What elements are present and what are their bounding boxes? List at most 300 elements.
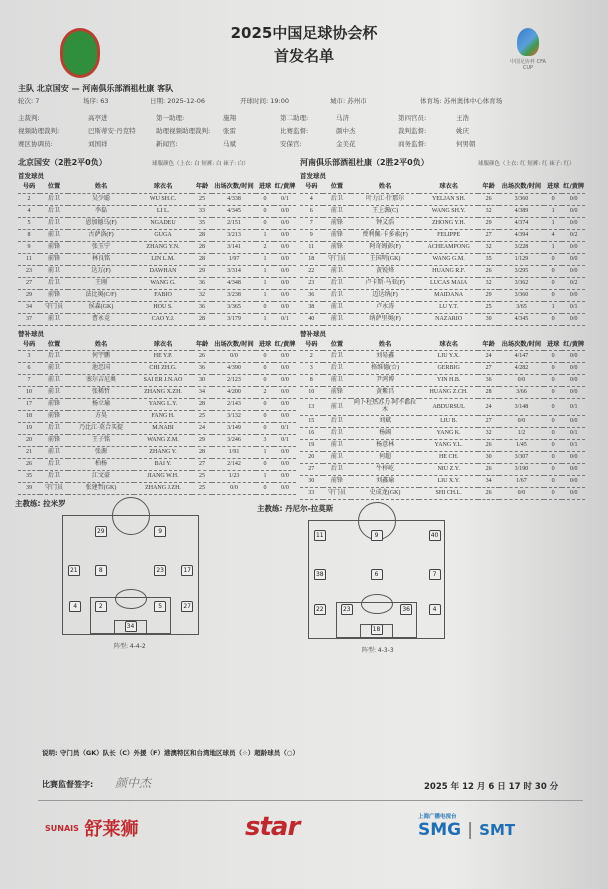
- cell-shirt-name: LI L.: [134, 205, 192, 217]
- cell-position: 前卫: [323, 452, 352, 464]
- cell-number: 36: [300, 289, 323, 301]
- cell-shirt-name: HOU S.: [134, 301, 192, 313]
- supervisor-signature-label: 比赛监督签字:: [42, 780, 94, 789]
- player-row: [18, 351, 296, 363]
- official-name: 马斌: [223, 140, 236, 148]
- cell-number: 26: [18, 459, 40, 471]
- player-row: [300, 399, 585, 416]
- cell-name: 恩加德乌(F): [68, 217, 134, 229]
- player-row: [18, 253, 296, 265]
- center-circle: [112, 497, 150, 535]
- cell-number: 8: [300, 375, 323, 387]
- cell-cards: 0/0: [274, 277, 296, 289]
- cell-number: 37: [18, 313, 40, 325]
- cell-goals: 0: [256, 399, 274, 411]
- cell-name: 钟义浩: [351, 217, 419, 229]
- cell-shirt-name: FANG H.: [134, 411, 192, 423]
- cell-goals: 0: [544, 464, 562, 476]
- cell-position: 前卫: [40, 387, 68, 399]
- cell-number: 2: [300, 351, 323, 363]
- cell-age: 26: [478, 488, 499, 500]
- jersey-icon: 8: [95, 565, 107, 576]
- cell-goals: 0: [256, 351, 274, 363]
- cell-position: 后卫: [323, 464, 352, 476]
- column-header-number: 号码: [18, 339, 40, 351]
- jersey-icon: 7: [429, 569, 441, 580]
- cell-shirt-name: JIANG W.H.: [134, 471, 192, 483]
- cell-goals: 0: [256, 193, 274, 205]
- player-row: [300, 205, 585, 217]
- cell-shirt-name: ZHANG Y.N.: [134, 241, 192, 253]
- cell-number: 5: [18, 217, 40, 229]
- cell-shirt-name: M.NABI: [134, 423, 192, 435]
- cell-number: 33: [300, 488, 323, 500]
- cell-name: 卢卡斯·马亚(F): [351, 277, 419, 289]
- cell-position: 后卫: [40, 423, 68, 435]
- jersey-icon: 40: [429, 530, 441, 541]
- cell-shirt-name: YANG K.: [419, 428, 478, 440]
- cell-goals: 1: [256, 277, 274, 289]
- cell-cards: 0/0: [562, 241, 585, 253]
- cell-age: 29: [478, 289, 499, 301]
- cell-appearances: 3/362: [499, 277, 544, 289]
- cell-name: 吴少聪: [68, 193, 134, 205]
- player-row: [18, 313, 296, 325]
- player-row: [300, 193, 585, 205]
- cell-position: 前卫: [323, 205, 352, 217]
- cell-shirt-name: CAO Y.J.: [134, 313, 192, 325]
- cell-number: 6: [18, 363, 40, 375]
- cell-appearances: 4/345: [499, 313, 544, 325]
- official-name: 高亭进: [88, 114, 108, 122]
- jersey-icon: 9: [154, 526, 166, 537]
- cell-goals: 0: [544, 476, 562, 488]
- jersey-icon: 22: [314, 604, 326, 615]
- cell-shirt-name: ZHONG Y.H.: [419, 217, 478, 229]
- cell-cards: 0/0: [562, 217, 585, 229]
- stadium: 体育场: 苏州奥体中心体育场: [420, 97, 503, 105]
- player-row: [300, 440, 585, 452]
- cell-position: 后卫: [323, 193, 352, 205]
- document-subtitle: 首发名单: [273, 47, 334, 65]
- kickoff-time: 开球时间: 19:00: [240, 97, 289, 105]
- player-row: [18, 483, 296, 495]
- cell-position: 前卫: [40, 363, 68, 375]
- cell-appearances: 0/0: [499, 416, 544, 428]
- cell-goals: 0: [544, 253, 562, 265]
- cell-position: 前卫: [40, 229, 68, 241]
- player-row: [300, 428, 585, 440]
- cell-shirt-name: HE CH.: [419, 452, 478, 464]
- cell-goals: 1: [256, 253, 274, 265]
- official-role: 第二助理:: [280, 114, 309, 122]
- cell-name: 杨阔: [351, 428, 419, 440]
- home-formation-pitch: [62, 515, 199, 635]
- match-date: 日期: 2025-12-06: [150, 97, 206, 105]
- cell-cards: 0/0: [274, 253, 296, 265]
- player-row: [300, 253, 585, 265]
- cell-name: 格维德(☆): [351, 363, 419, 375]
- cell-cards: 0/1: [562, 440, 585, 452]
- cell-age: 24: [478, 399, 499, 416]
- player-row: [300, 416, 585, 428]
- sunais-cn: 舒莱狮: [84, 819, 139, 840]
- cell-cards: 0/0: [274, 411, 296, 423]
- jersey-icon: 29: [95, 526, 107, 537]
- cell-position: 前卫: [40, 313, 68, 325]
- cell-name: 张源: [68, 447, 134, 459]
- cell-name: 黄锐烽: [351, 265, 419, 277]
- player-row: [18, 387, 296, 399]
- cell-cards: 0/1: [562, 301, 585, 313]
- cell-cards: 0/1: [274, 313, 296, 325]
- legend-note: 说明: 守门员（GK）队长（C）外援（F）港澳特区和台湾地区球员（☆）超龄球员（○）: [42, 749, 299, 757]
- cell-name: 杨意林: [351, 440, 419, 452]
- cell-appearances: 3/365: [212, 301, 256, 313]
- cell-goals: 0: [544, 440, 562, 452]
- cell-appearances: 1/45: [499, 440, 544, 452]
- column-header-age: 年龄: [478, 339, 499, 351]
- cell-appearances: 3/179: [212, 313, 256, 325]
- cell-goals: 1: [256, 289, 274, 301]
- cell-shirt-name: DAWHAN: [134, 265, 192, 277]
- column-header-position: 位置: [40, 339, 68, 351]
- cell-age: 25: [192, 471, 212, 483]
- cell-shirt-name: WU SH.C.: [134, 193, 192, 205]
- cell-name: 王刚: [68, 277, 134, 289]
- column-header-goals: 进球: [256, 339, 274, 351]
- column-header-appearances: 出场次数/时间: [499, 181, 544, 193]
- cell-age: 28: [192, 229, 212, 241]
- cell-number: 2: [18, 193, 40, 205]
- cell-position: 前锋: [323, 229, 352, 241]
- cell-appearances: 3/65: [499, 301, 544, 313]
- cell-position: 前锋: [40, 289, 68, 301]
- cell-shirt-name: LU Y.T.: [419, 301, 478, 313]
- cell-appearances: 3/314: [212, 265, 256, 277]
- cell-goals: 0: [256, 423, 274, 435]
- cell-shirt-name: SHI CH.L.: [419, 488, 478, 500]
- cell-age: 29: [192, 435, 212, 447]
- player-row: [18, 411, 296, 423]
- cell-number: 40: [300, 313, 323, 325]
- cell-name: 阿卜杜热苏力·阿不都拉木: [351, 399, 419, 416]
- cell-number: 17: [18, 399, 40, 411]
- cell-number: 22: [300, 265, 323, 277]
- jersey-icon: 27: [181, 601, 193, 612]
- column-header-name: 姓名: [68, 181, 134, 193]
- cell-age: 32: [192, 289, 212, 301]
- sunais-en: SUNAIS: [45, 823, 79, 833]
- cell-goals: 0: [256, 483, 274, 495]
- cell-cards: 0/0: [274, 241, 296, 253]
- cell-goals: 0: [256, 301, 274, 313]
- table-header: [18, 181, 296, 193]
- cell-shirt-name: GUGA: [134, 229, 192, 241]
- cell-goals: 1: [256, 313, 274, 325]
- cell-age: 30: [192, 375, 212, 387]
- jersey-icon: 4: [69, 601, 81, 612]
- table-header: [18, 339, 296, 351]
- player-row: [18, 289, 296, 301]
- cell-age: 32: [478, 241, 499, 253]
- cell-shirt-name: ZHANG J.ZH.: [134, 483, 192, 495]
- cell-goals: 0: [256, 217, 274, 229]
- cell-number: 4: [300, 193, 323, 205]
- smg-top-text: 上海广播电视台: [418, 814, 457, 820]
- cell-number: 30: [300, 476, 323, 488]
- cell-age: 26: [478, 464, 499, 476]
- cell-goals: 0: [256, 375, 274, 387]
- cell-shirt-name: GERBIG: [419, 363, 478, 375]
- cell-age: 29: [478, 217, 499, 229]
- cell-age: 26: [192, 351, 212, 363]
- jersey-icon: 38: [314, 569, 326, 580]
- cell-name: 王上源(C): [351, 205, 419, 217]
- cell-position: 前锋: [40, 411, 68, 423]
- cell-goals: 1: [256, 229, 274, 241]
- cell-name: 王子铭: [68, 435, 134, 447]
- cell-appearances: 3/246: [212, 435, 256, 447]
- player-row: [18, 205, 296, 217]
- cell-shirt-name: LUCAS MAIA: [419, 277, 478, 289]
- official-role: 助理视频助理裁判:: [156, 127, 211, 135]
- cell-position: 前锋: [40, 435, 68, 447]
- cell-appearances: 1/91: [212, 447, 256, 459]
- cell-appearances: 4/389: [499, 205, 544, 217]
- cell-cards: 0/0: [274, 363, 296, 375]
- cell-name: 费利佩·卡多索(F): [351, 229, 419, 241]
- cell-appearances: 3/295: [499, 265, 544, 277]
- jersey-icon: 36: [400, 604, 412, 615]
- cell-name: 刘鑫瑜: [351, 476, 419, 488]
- cell-name: 刘易鑫: [351, 351, 419, 363]
- cell-number: 8: [18, 229, 40, 241]
- cell-position: 前锋: [323, 476, 352, 488]
- cell-position: 后卫: [40, 217, 68, 229]
- divider: [38, 800, 583, 801]
- player-row: [300, 488, 585, 500]
- official-role: 第四官员:: [398, 114, 427, 122]
- cell-name: 何超: [351, 452, 419, 464]
- column-header-name: 姓名: [351, 339, 419, 351]
- cell-name: 迈达纳(F): [351, 289, 419, 301]
- cfa-cup-logo: [510, 28, 546, 78]
- cell-age: 32: [478, 277, 499, 289]
- official-role: 安保官:: [280, 140, 302, 148]
- cell-age: 25: [192, 193, 212, 205]
- cell-number: 4: [18, 205, 40, 217]
- cell-appearances: 3/213: [212, 229, 256, 241]
- cell-shirt-name: NAZARIO: [419, 313, 478, 325]
- cell-age: 26: [478, 440, 499, 452]
- jersey-icon: 34: [125, 621, 137, 632]
- jersey-icon: 2: [95, 601, 107, 612]
- cell-age: 26: [478, 265, 499, 277]
- home-column: [15, 172, 296, 650]
- cell-shirt-name: ZHANG X.ZH.: [134, 387, 192, 399]
- official-name: 施翔: [223, 114, 236, 122]
- cell-position: 守门员: [40, 483, 68, 495]
- cell-shirt-name: YELJAN SH.: [419, 193, 478, 205]
- cell-appearances: 1/67: [499, 476, 544, 488]
- cell-number: 19: [18, 423, 40, 435]
- cell-cards: 0/0: [562, 464, 585, 476]
- cell-appearances: 2/151: [212, 217, 256, 229]
- cell-shirt-name: WANG G.M.: [419, 253, 478, 265]
- player-row: [18, 363, 296, 375]
- home-coach: 主教练: 拉米罗: [15, 499, 66, 508]
- official-role: 主裁判:: [18, 114, 40, 122]
- cell-name: 塞尔吉尼奥: [68, 375, 134, 387]
- cell-age: 36: [478, 375, 499, 387]
- cell-position: 前卫: [40, 447, 68, 459]
- cell-age: 30: [478, 452, 499, 464]
- cell-number: 3: [300, 363, 323, 375]
- cell-goals: 1: [544, 301, 562, 313]
- cell-position: 前卫: [40, 265, 68, 277]
- cell-name: 黄紫昌: [351, 387, 419, 399]
- away-subs-table: [300, 339, 585, 501]
- cell-position: 后卫: [323, 363, 352, 375]
- official-role: 赛区协调员:: [18, 140, 53, 148]
- official-role: 裁判监督:: [398, 127, 427, 135]
- cell-appearances: 0/0: [499, 375, 544, 387]
- document-title: 2025中国足球协会杯: [230, 24, 378, 42]
- cell-goals: 0: [544, 428, 562, 440]
- player-row: [18, 435, 296, 447]
- cell-appearances: 0/0: [212, 351, 256, 363]
- cell-number: 20: [18, 435, 40, 447]
- away-formation: 阵型: 4-3-3: [362, 647, 394, 654]
- cell-cards: 0/0: [274, 205, 296, 217]
- cell-name: 侯森(GK): [68, 301, 134, 313]
- cell-cards: 0/0: [274, 447, 296, 459]
- player-row: [18, 277, 296, 289]
- cell-cards: 0/0: [562, 476, 585, 488]
- cell-name: 乃比江·莫合买提: [68, 423, 134, 435]
- cell-position: 后卫: [40, 205, 68, 217]
- cell-cards: 0/0: [562, 416, 585, 428]
- cell-cards: 0/0: [562, 193, 585, 205]
- cell-number: 3: [18, 351, 40, 363]
- cell-goals: 1: [256, 265, 274, 277]
- cell-position: 前卫: [323, 375, 352, 387]
- player-row: [18, 471, 296, 483]
- cell-appearances: 1/97: [212, 253, 256, 265]
- cell-goals: 1: [544, 217, 562, 229]
- away-starters-table: [300, 181, 585, 326]
- cell-age: 27: [478, 416, 499, 428]
- player-row: [18, 399, 296, 411]
- cell-cards: 0/0: [274, 229, 296, 241]
- cell-age: 24: [478, 351, 499, 363]
- cell-goals: 0: [544, 488, 562, 500]
- away-starters-label: 首发球员: [300, 172, 326, 180]
- cell-appearances: 3/360: [499, 289, 544, 301]
- column-header-appearances: 出场次数/时间: [499, 339, 544, 351]
- official-name: 王浩: [456, 114, 469, 122]
- jersey-icon: 18: [371, 624, 383, 635]
- cell-shirt-name: YANG L.Y.: [134, 399, 192, 411]
- column-header-appearances: 出场次数/时间: [212, 181, 256, 193]
- cell-cards: 0/1: [274, 435, 296, 447]
- table-header: [300, 181, 585, 193]
- cell-appearances: 4/345: [212, 205, 256, 217]
- cell-number: 35: [18, 471, 40, 483]
- column-header-name: 姓名: [68, 339, 134, 351]
- player-row: [300, 277, 585, 289]
- player-row: [300, 301, 585, 313]
- cell-position: 后卫: [40, 277, 68, 289]
- cell-number: 13: [300, 399, 323, 416]
- cell-position: 后卫: [323, 416, 352, 428]
- cell-number: 27: [18, 277, 40, 289]
- cell-appearances: 0/0: [212, 483, 256, 495]
- smg-text: SMG: [418, 820, 462, 840]
- cell-goals: 0: [256, 459, 274, 471]
- cell-number: 11: [18, 253, 40, 265]
- cell-cards: 0/0: [562, 363, 585, 375]
- cell-shirt-name: WANG Z.M.: [134, 435, 192, 447]
- city: 城市: 苏州市: [330, 97, 367, 105]
- cell-cards: 0/0: [274, 351, 296, 363]
- cell-age: 28: [192, 447, 212, 459]
- official-name: 颜中杰: [336, 127, 356, 135]
- cell-position: 后卫: [323, 289, 352, 301]
- cell-age: 36: [192, 301, 212, 313]
- player-row: [300, 217, 585, 229]
- cell-appearances: 3/360: [499, 193, 544, 205]
- official-name: 马济: [336, 114, 349, 122]
- cell-cards: 0/0: [562, 375, 585, 387]
- cell-number: 18: [300, 253, 323, 265]
- logo-separator: |: [461, 820, 480, 840]
- cell-age: 28: [478, 387, 499, 399]
- home-subs-label: 替补球员: [18, 329, 44, 338]
- column-header-number: 号码: [18, 181, 40, 193]
- cell-number: 23: [18, 265, 40, 277]
- cell-appearances: 3/149: [212, 423, 256, 435]
- cell-name: 江文豪: [68, 471, 134, 483]
- cell-appearances: 1/129: [499, 253, 544, 265]
- cell-number: 29: [18, 289, 40, 301]
- player-row: [300, 265, 585, 277]
- column-header-goals: 进球: [256, 181, 274, 193]
- cell-shirt-name: NIU Z.Y.: [419, 464, 478, 476]
- cell-appearances: 3/132: [212, 411, 256, 423]
- cell-cards: 0/0: [274, 387, 296, 399]
- cell-name: 古萨洛(F): [68, 229, 134, 241]
- column-header-position: 位置: [323, 339, 352, 351]
- cell-number: 16: [300, 428, 323, 440]
- cell-position: 前卫: [40, 375, 68, 387]
- cell-appearances: 0/0: [499, 488, 544, 500]
- sunais-logo: [45, 815, 138, 841]
- cell-shirt-name: BAI Y.: [134, 459, 192, 471]
- cell-name: 达万(F): [68, 265, 134, 277]
- cell-appearances: 3/238: [212, 289, 256, 301]
- cell-age: 28: [192, 241, 212, 253]
- cell-name: 王国明(GK): [351, 253, 419, 265]
- cell-position: 前锋: [40, 241, 68, 253]
- cell-name: 阿奇姆彭(F): [351, 241, 419, 253]
- player-row: [18, 265, 296, 277]
- cell-appearances: 1/23: [212, 471, 256, 483]
- cell-goals: 0: [544, 265, 562, 277]
- cell-name: 何宇鹏: [68, 351, 134, 363]
- cell-goals: 1: [544, 205, 562, 217]
